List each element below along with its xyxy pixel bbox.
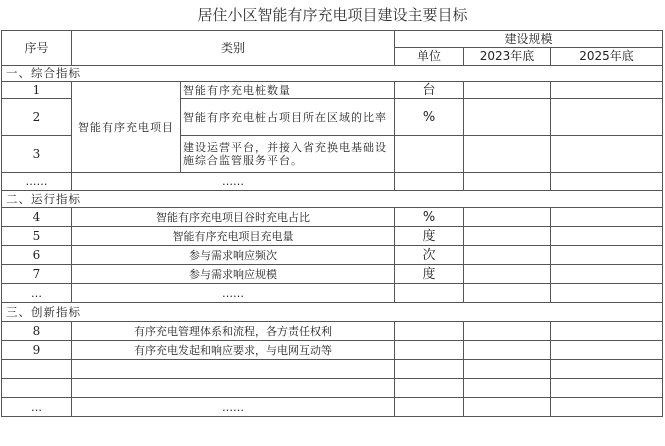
row-2025 <box>551 99 663 136</box>
row-2023 <box>464 360 551 379</box>
row-2025 <box>551 360 663 379</box>
row-2023 <box>464 265 551 284</box>
row-seq: 6 <box>2 246 72 265</box>
row-2025 <box>551 379 663 398</box>
row-2023 <box>464 227 551 246</box>
row-seq: 9 <box>2 341 72 360</box>
row-unit <box>395 136 464 173</box>
row-2025 <box>551 284 663 303</box>
row-2025 <box>551 173 663 191</box>
row-item <box>72 360 395 379</box>
row-unit: % <box>395 208 464 227</box>
row-unit: 度 <box>395 265 464 284</box>
header-2023: 2023年底 <box>464 48 551 66</box>
targets-table <box>1 30 663 417</box>
row-unit <box>395 173 464 191</box>
row-2023 <box>464 322 551 341</box>
row-item <box>72 379 395 398</box>
row-2023 <box>464 246 551 265</box>
row-seq: … <box>2 284 72 303</box>
row-seq <box>2 379 72 398</box>
header-seq: 序号 <box>2 31 72 66</box>
row-unit <box>395 398 464 417</box>
row-2023 <box>464 379 551 398</box>
row-unit: % <box>395 99 464 136</box>
row-unit <box>395 379 464 398</box>
row-item: 智能有序充电项目谷时充电占比 <box>72 208 395 227</box>
row-item: …… <box>72 398 395 417</box>
row-2025 <box>551 341 663 360</box>
row-2023 <box>464 99 551 136</box>
row-item: 有序充电管理体系和流程，各方责任权利 <box>72 322 395 341</box>
row-item: …… <box>72 284 395 303</box>
row-unit: 次 <box>395 246 464 265</box>
row-unit: 台 <box>395 82 464 99</box>
row-item: 参与需求响应规模 <box>72 265 395 284</box>
row-seq: 5 <box>2 227 72 246</box>
row-2023 <box>464 82 551 99</box>
section-label: 一、综合指标 <box>2 66 663 82</box>
row-seq: … <box>2 398 72 417</box>
row-seq: 4 <box>2 208 72 227</box>
row-item: 智能有序充电项目充电量 <box>72 227 395 246</box>
header-unit: 单位 <box>395 48 464 66</box>
row-item: 智能有序充电桩占项目所在区域的比率 <box>181 99 395 136</box>
row-unit <box>395 284 464 303</box>
row-seq: 1 <box>2 82 72 99</box>
row-2025 <box>551 265 663 284</box>
row-2023 <box>464 398 551 417</box>
row-unit <box>395 322 464 341</box>
page-title: 居住小区智能有序充电项目建设主要目标 <box>197 6 468 24</box>
row-seq <box>2 360 72 379</box>
row-2023 <box>464 341 551 360</box>
row-seq: 7 <box>2 265 72 284</box>
row-seq: 3 <box>2 136 72 173</box>
row-2023 <box>464 136 551 173</box>
row-2025 <box>551 246 663 265</box>
header-category: 类别 <box>72 31 395 66</box>
row-2025 <box>551 398 663 417</box>
row-item: 建设运营平台，并接入省充换电基础设施综合监管服务平台。 <box>181 136 395 173</box>
row-2023 <box>464 208 551 227</box>
row-2025 <box>551 208 663 227</box>
row-2023 <box>464 284 551 303</box>
header-scale: 建设规模 <box>395 31 663 48</box>
row-2025 <box>551 322 663 341</box>
row-seq: …… <box>2 173 72 191</box>
row-2025 <box>551 136 663 173</box>
header-2025: 2025年底 <box>551 48 663 66</box>
row-seq: 8 <box>2 322 72 341</box>
section-label: 二、运行指标 <box>2 191 663 208</box>
section-label: 三、创新指标 <box>2 303 663 322</box>
row-unit: 度 <box>395 227 464 246</box>
row-item: 智能有序充电桩数量 <box>181 82 395 99</box>
row-2025 <box>551 227 663 246</box>
row-seq: 2 <box>2 99 72 136</box>
row-2023 <box>464 173 551 191</box>
row-item: 参与需求响应频次 <box>72 246 395 265</box>
row-item: 有序充电发起和响应要求，与电网互动等 <box>72 341 395 360</box>
row-group: 智能有序充电项目 <box>72 82 181 173</box>
row-unit <box>395 341 464 360</box>
row-item: …… <box>72 173 395 191</box>
row-2025 <box>551 82 663 99</box>
row-unit <box>395 360 464 379</box>
